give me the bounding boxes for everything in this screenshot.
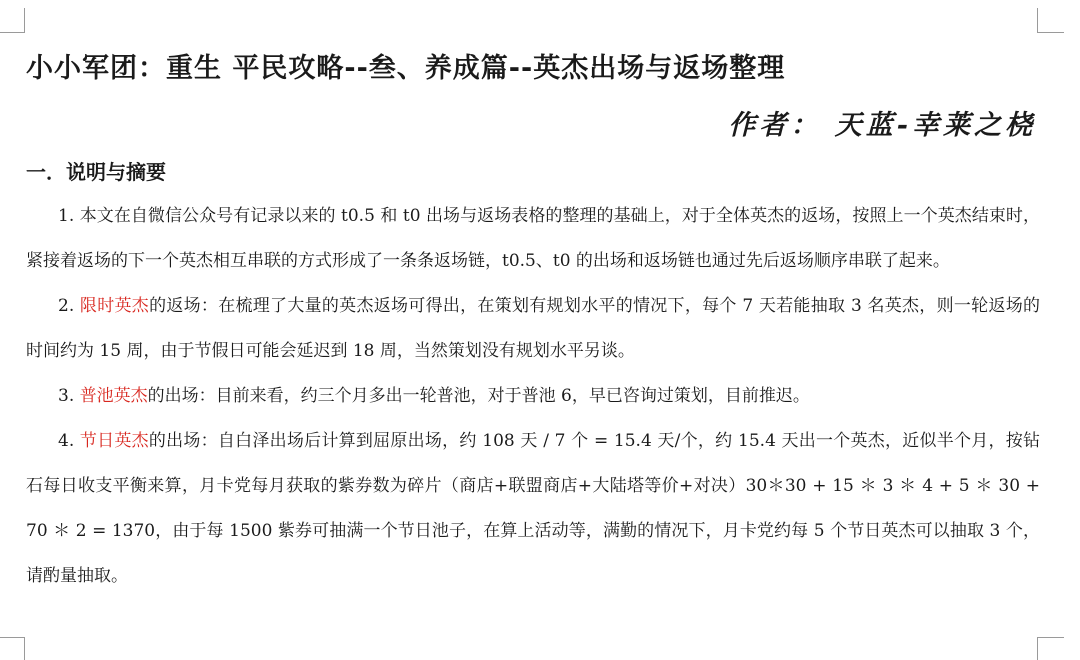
paragraph-number: 3. bbox=[58, 386, 75, 406]
document-title: 小小军团：重生 平民攻略--叁、养成篇--英杰出场与返场整理 bbox=[26, 53, 786, 84]
crop-mark-top-left bbox=[0, 8, 25, 33]
paragraph-2 bbox=[26, 284, 1040, 374]
highlight-term: 节日英杰 bbox=[79, 431, 149, 451]
paragraph-text: 本文在自微信公众号有记录以来的 t0.5 和 t0 出场与返场表格的整理的基础上，对于全体英杰的返场，按照上一个英杰结束时，紧接着返场的下一个英杰相互串联的方式形成了一条条返场链，t0.5、t0 的出场和返场链也通过先后返场顺序串联了起来。 bbox=[26, 206, 1040, 271]
paragraph-3 bbox=[26, 374, 1040, 419]
highlight-term: 限时英杰 bbox=[79, 296, 150, 316]
crop-mark-bottom-left bbox=[0, 637, 25, 660]
paragraph-4 bbox=[26, 419, 1040, 599]
crop-mark-top-right bbox=[1037, 8, 1064, 33]
highlight-term: 普池英杰 bbox=[79, 386, 148, 406]
paragraph-number: 2. bbox=[58, 296, 75, 316]
document-body bbox=[26, 194, 1040, 599]
paragraph-text: 的返场：在梳理了大量的英杰返场可得出，在策划有规划水平的情况下，每个 7 天若能抽取 3 名英杰，则一轮返场的时间约为 15 周，由于节假日可能会延迟到 18 周，当然策划没有规划水平另谈。 bbox=[26, 296, 1041, 361]
author-line: 作者： 天蓝-幸莱之桡 bbox=[728, 110, 1036, 141]
paragraph-text: 的出场：自白泽出场后计算到屈原出场，约 108 天 / 7 个 = 15.4 天/个，约 15.4 天出一个英杰，近似半个月，按钻石每日收支平衡来算，月卡党每月获取的紫券数为碎片（商店+联盟商店+大陆塔等价+对决）30＊30 + 15 ＊ 3 ＊ 4 + 5 ＊ 30 + 70 ＊ 2 = 1370，由于每 1500 紫券可抽满一个节日池子，在算上活动等，满勤的情况下，月卡党约每 5 个节日英杰可以抽取 3 个，请酌量抽取。 bbox=[26, 431, 1041, 586]
paragraph-text: 的出场：目前来看，约三个月多出一轮普池，对于普池 6，早已咨询过策划，目前推迟。 bbox=[147, 386, 810, 406]
paragraph-number: 4. bbox=[58, 431, 75, 451]
section-heading: 一．说明与摘要 bbox=[26, 160, 166, 184]
paragraph-number: 1. bbox=[58, 206, 75, 226]
paragraph-1 bbox=[26, 194, 1040, 284]
crop-mark-bottom-right bbox=[1037, 637, 1064, 660]
